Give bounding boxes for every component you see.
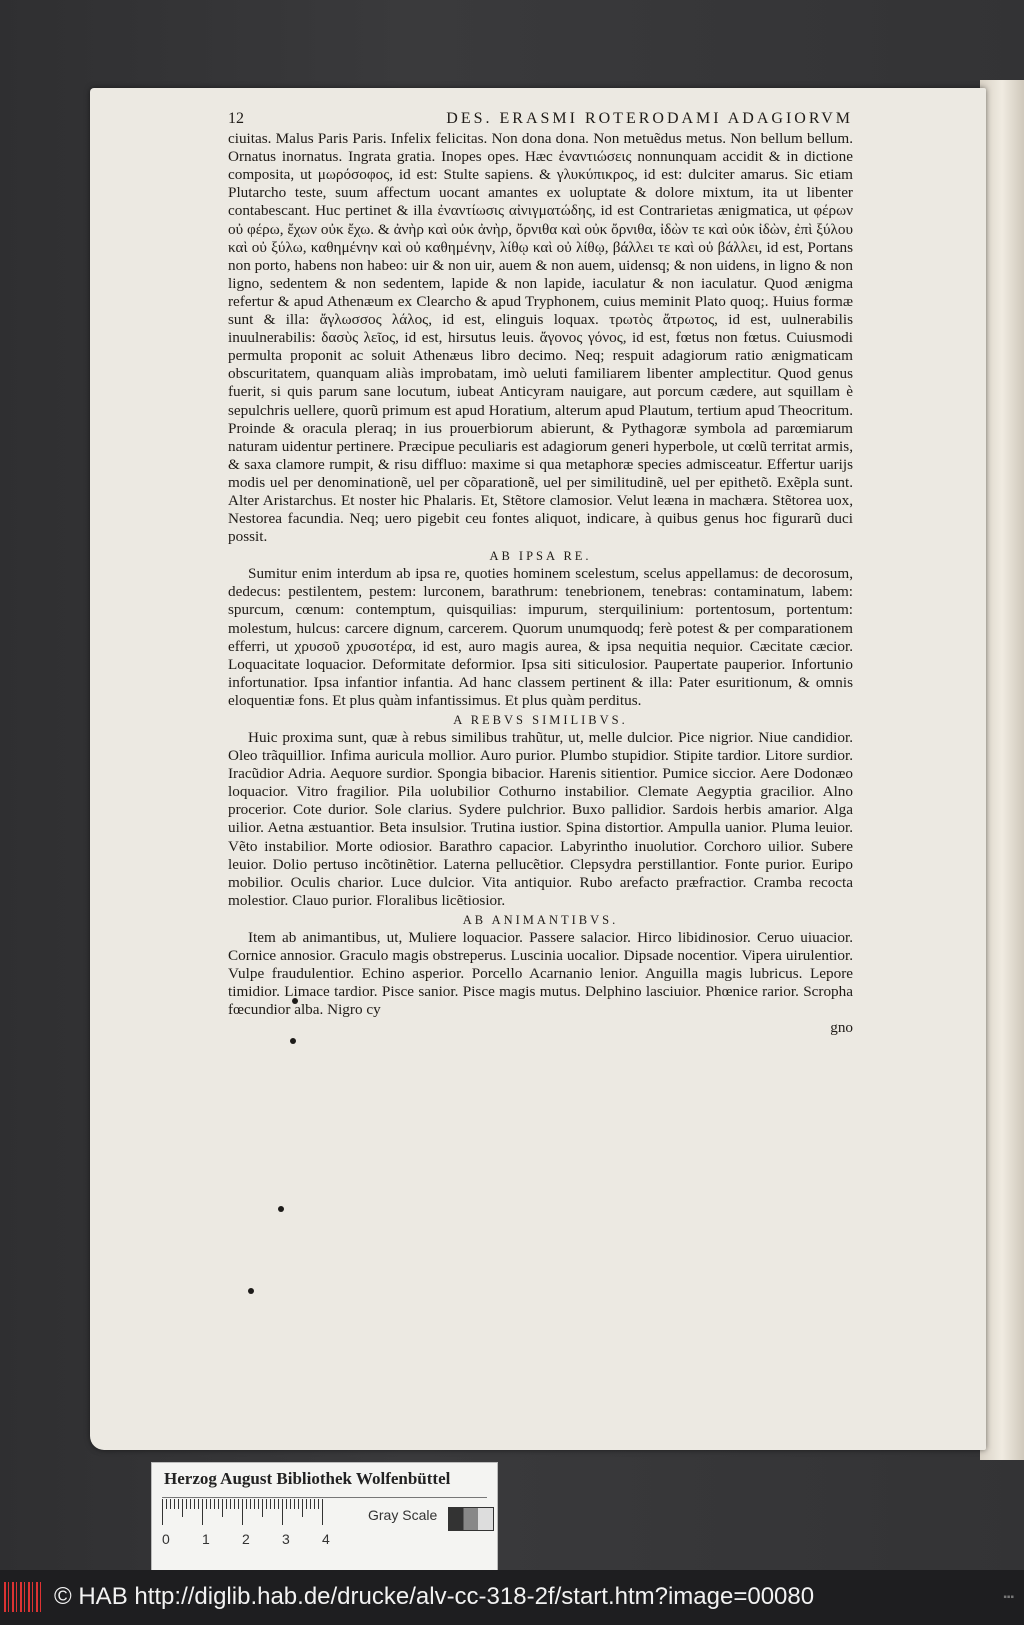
folio-number: 12 xyxy=(228,110,244,127)
ink-dot xyxy=(290,1038,296,1044)
ruler-number: 0 xyxy=(162,1531,170,1547)
section-heading: A REBVS SIMILIBVS. xyxy=(453,713,628,727)
page-text xyxy=(228,110,853,1038)
paragraph: Sumitur enim interdum ab ipsa re, quoties hominem scelestum, scelus appellamus: de decorosum, dedecus: pestilentem, pestem: lurconem, barathrum: tenebrionem, tenebras: contaminatum, labem: spurcum, cœnum: contemptum, quisquilias: impurum, sterquilinium: portentosum, portentum: molestum, hulcus: carcere dignum, carcerem. Quorum unumquodq; ferè potest & per comparationem efferri, ut χρυσοῦ χρυσοτέρα, id est, auro magis aurea, & ipsa nequitia nequior. Cæcitate cæcior. Loquacitate loquacior. Deformitate deformior. Ipsa siti siticulosior. Paupertate pauperior. Infortunio infortunatior. Ipsa infantior infantia. Ad hanc classem pertinent & illa: Pater esuritionum, & omnis eloquentiæ fons. Et plus quàm infantissimus. Et plus quàm perditus. xyxy=(228,565,853,709)
paragraph: Huic proxima sunt, quæ à rebus similibus trahũtur, ut, melle dulcior. Pice nigrior. Niue candidior. Oleo trãquillior. Infima auricula mollior. Auro purior. Plumbo stupidior. Stipite tardior. Litore surdior. Iracũdior Adria. Aequore surdior. Spongia bibacior. Harenis sitientior. Pumice siccior. Aere Dodonæo loquacior. Vitro fragilior. Pila uolubilior Cothurno instabilior. Clemate Aegyptia gracilior. Alno procerior. Cote durior. Sole clarius. Sydere pulchrior. Buxo pallidior. Sardois herbis amarior. Alga uilior. Aetna æstuantior. Beta insulsior. Trutina iustior. Spina distortior. Ampulla uanior. Pluma leuior. Vẽto instabilior. Morte odiosior. Barathro capacior. Labyrintho inuolutior. Corchoro uilior. Subere leuior. Dolio pertuso incõtinẽtior. Laterna pellucẽtior. Clepsydra perstillantior. Fonte purior. Euripo mobilior. Oculis charior. Luce dulcior. Vita antiquior. Rubo arefacto præfractior. Cramba recocta molestior. Clauo purior. Floralibus licẽtiosior. xyxy=(228,729,853,909)
barcode-icon xyxy=(4,1582,44,1612)
section-heading: AB IPSA RE. xyxy=(489,549,592,564)
library-name: Herzog August Bibliothek Wolfenbüttel xyxy=(164,1469,451,1488)
footer-bar xyxy=(0,1570,1024,1625)
ruler-number: 3 xyxy=(282,1531,290,1547)
ruler-number: 2 xyxy=(242,1531,250,1547)
next-page-edge xyxy=(980,80,1024,1460)
text-blocks xyxy=(228,130,853,1037)
section-heading: AB ANIMANTIBVS. xyxy=(462,912,619,927)
gray-scale-label: Gray Scale xyxy=(368,1507,438,1523)
footer-url[interactable]: © HAB http://diglib.hab.de/drucke/alv-cc-318-2f/start.htm?image=00080 xyxy=(54,1583,815,1610)
ruler-number: 4 xyxy=(322,1531,330,1547)
paragraph: Item ab animantibus, ut, Muliere loquacior. Passere salacior. Hirco libidinosior. Ceruo uiuacior. Cornice annosior. Graculo magis obstreperus. Luscinia uocalior. Dipsade nocentior. Vipera uirulentior. Vulpe fraudulentior. Echino asperior. Porcello Acarnanio lenior. Anguilla magis lubricus. Lepore timidior. Limace tardior. Pisce sanior. Pisce magis mutus. Delphino lasciuior. Phœnice rarior. Scropha fœcundior alba. Nigro cy xyxy=(228,928,853,1019)
running-head xyxy=(228,110,853,128)
running-head-title: DES. ERASMI ROTERODAMI ADAGIORVM xyxy=(446,110,853,127)
catchword: gno xyxy=(830,1019,853,1037)
ink-dot xyxy=(278,1206,284,1212)
ruler-scale xyxy=(162,1499,352,1529)
ink-dot xyxy=(248,1288,254,1294)
ruler-number: 1 xyxy=(202,1531,210,1547)
library-card xyxy=(151,1462,498,1572)
footer-mark: ▪▪▪ xyxy=(1003,1592,1014,1603)
card-divider xyxy=(162,1497,487,1498)
paragraph: ciuitas. Malus Paris Paris. Infelix felicitas. Non dona dona. Non metuẽdus metus. Non bellum bellum. Ornatus inornatus. Ingrata gratia. Inopes opes. Hæc ἐναντιώσεις nonnunquam accidit & in dictione composita, ut μωρόσοφος, id est: Stulte sapiens. & γλυκύπικρος, id est: dulciter amarus. Sic etiam Plutarcho teste, suum affectum uocant amantes ex uoluptate & dolore mixtum, ita ut libenter contabescant. Huc pertinet & illa ἐναντίωσις αἰνιγματώδης, id est Contrarietas ænigmatica, ut φέρων οὐ φέρω, ἔχων οὐκ ἔχω. & ἀνὴρ καὶ οὐκ ἀνὴρ, ὄρνιθα καὶ οὐκ ὄρνιθα, ἰδὼν τε καὶ οὐκ ἰδὼν, ἐπὶ ξύλου καὶ οὐ ξύλω, καθημένην καὶ οὐ καθημένην, λίθῳ καὶ οὐ λίθῳ, βάλλει τε καὶ οὐ βάλλει, id est, Portans non porto, habens non habeo: uir & non uir, auem & non auem, uidensq; & non uidens, in ligno & non ligno, sedentem & non sedentem, lapide & non lapide, iaculatur & non iaculatur. Quod ænigma refertur & apud Athenæum ex Clearcho & apud Tryphonem, cuius meminit Plato quoq;. Huius formæ sunt & illa: ἄγλωσσος λάλος, id est, elinguis loquax. τρωτὸς ἄτρωτος, id est, uulnerabilis inuulnerabilis: δασὺς λεῖος, id est, hirsutus leuis. ἄγονος γόνος, id est, fœtus non fœtus. Cuiusmodi permulta proponit ac soluit Athenæus libro decimo. Neq; respuit adagiorum ratio ænigmaticam obscuritatem, quanquam aliàs improbatam, imò ueluti familiarem libenter amplectitur. Quod genus fuerit, si quis parum sane locutum, iubeat Anticyram nauigare, aut porcum cædere, aut squillam è sepulchris uellere, quorũ primum est apud Horatium, alterum apud Plautum, tertium apud Theocritum. Proinde & oracula pleraq; in ius prouerbiorum abierunt, & Pythagoræ symbola ad parœmiarum naturam uidentur pertinere. Præcipue peculiaris est adagiorum generi hyperbole, ut cœlũ territat armis, & saxa clamore rumpit, & risu diffluo: maxime si qua metaphoræ species admisceatur. Effertur uarijs modis uel per denominationẽ, uel per cõparationẽ, uel per similitudinẽ, uel per epithetõ. Exẽpla sunt. Alter Aristarchus. Et noster hic Phalaris. Et, Stẽtore clamosior. Velut leæna in machæra. Stẽtorea uox, Nestorea facundia. Neq; uero pigebit ceu fontes aliquot, indicare, à quibus genus hoc figurarũ duci possit. xyxy=(228,130,853,546)
gray-scale-swatch xyxy=(448,1507,494,1531)
